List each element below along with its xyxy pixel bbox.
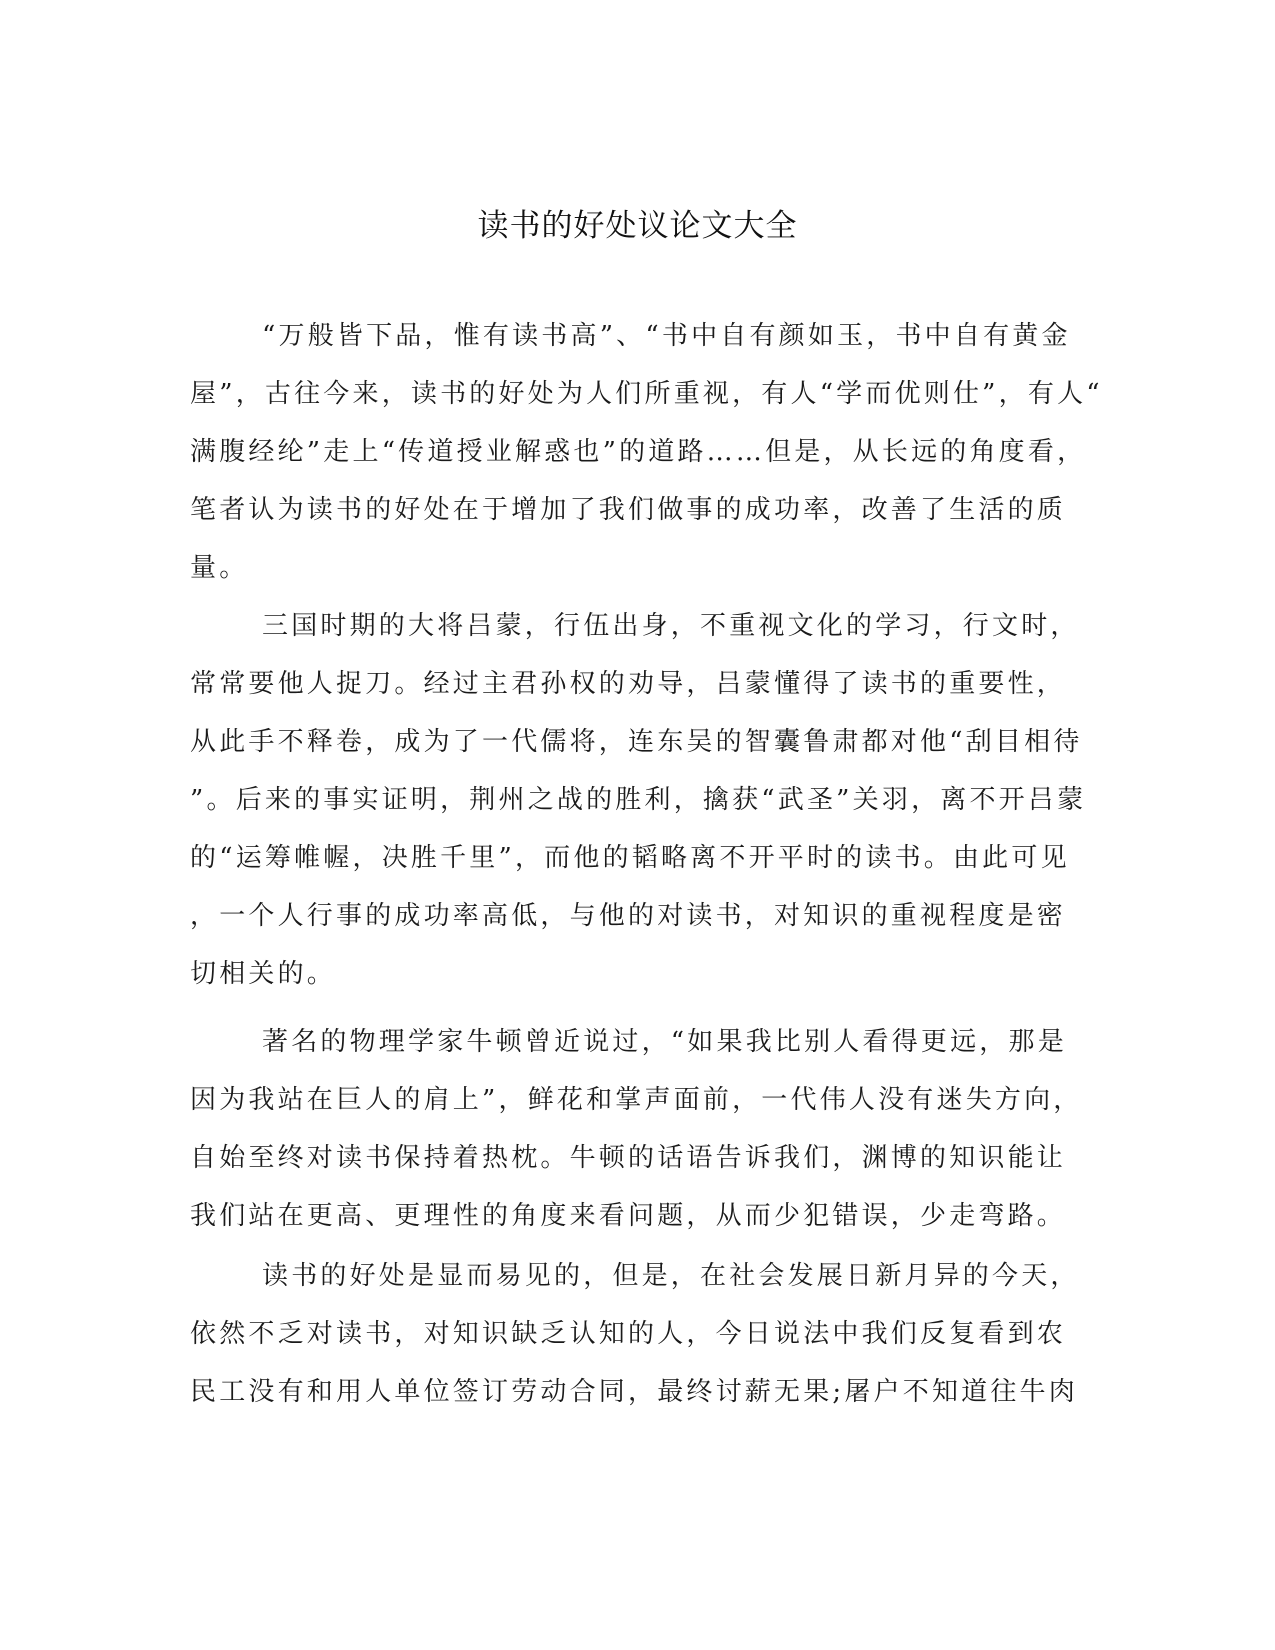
document-title: 读书的好处议论文大全 xyxy=(477,208,798,244)
text-line: 民工没有和用人单位签订劳动合同，最终讨薪无果;屠户不知道往牛肉 xyxy=(190,1377,1078,1407)
text-line: ”。后来的事实证明，荆州之战的胜利，擒获“武圣”关羽，离不开吕蒙 xyxy=(190,785,1087,815)
text-line: 常常要他人捉刀。经过主君孙权的劝导，吕蒙懂得了读书的重要性， xyxy=(190,669,1067,699)
text-line: 笔者认为读书的好处在于增加了我们做事的成功率，改善了生活的质 xyxy=(190,495,1067,525)
text-line: “万般皆下品，惟有读书高”、“书中自有颜如玉，书中自有黄金 xyxy=(262,321,1071,351)
text-line: 从此手不释卷，成为了一代儒将，连东吴的智囊鲁肃都对他“刮目相待 xyxy=(190,727,1083,757)
text-line: 依然不乏对读书，对知识缺乏认知的人，今日说法中我们反复看到农 xyxy=(190,1319,1067,1349)
text-line: 因为我站在巨人的肩上”，鲜花和掌声面前，一代伟人没有迷失方向， xyxy=(190,1085,1083,1115)
text-line: 著名的物理学家牛顿曾近说过，“如果我比别人看得更远，那是 xyxy=(262,1027,1067,1057)
text-line: 满腹经纶”走上“传道授业解惑也”的道路……但是，从长远的角度看， xyxy=(190,437,1087,467)
text-line: 读书的好处是显而易见的，但是，在社会发展日新月异的今天， xyxy=(262,1261,1080,1291)
text-line: 量。 xyxy=(190,553,249,583)
text-line: 自始至终对读书保持着热枕。牛顿的话语告诉我们，渊博的知识能让 xyxy=(190,1143,1067,1173)
text-line: 的“运筹帷幄，决胜千里”，而他的韬略离不开平时的读书。由此可见 xyxy=(190,843,1070,873)
text-line: 三国时期的大将吕蒙，行伍出身，不重视文化的学习，行文时， xyxy=(262,611,1080,641)
text-line: 切相关的。 xyxy=(190,959,337,989)
text-line: 屋”，古往今来，读书的好处为人们所重视，有人“学而优则仕”，有人“ xyxy=(190,379,1103,409)
text-line: ，一个人行事的成功率高低，与他的对读书，对知识的重视程度是密 xyxy=(190,901,1067,931)
text-line: 我们站在更高、更理性的角度来看问题，从而少犯错误，少走弯路。 xyxy=(190,1201,1067,1231)
